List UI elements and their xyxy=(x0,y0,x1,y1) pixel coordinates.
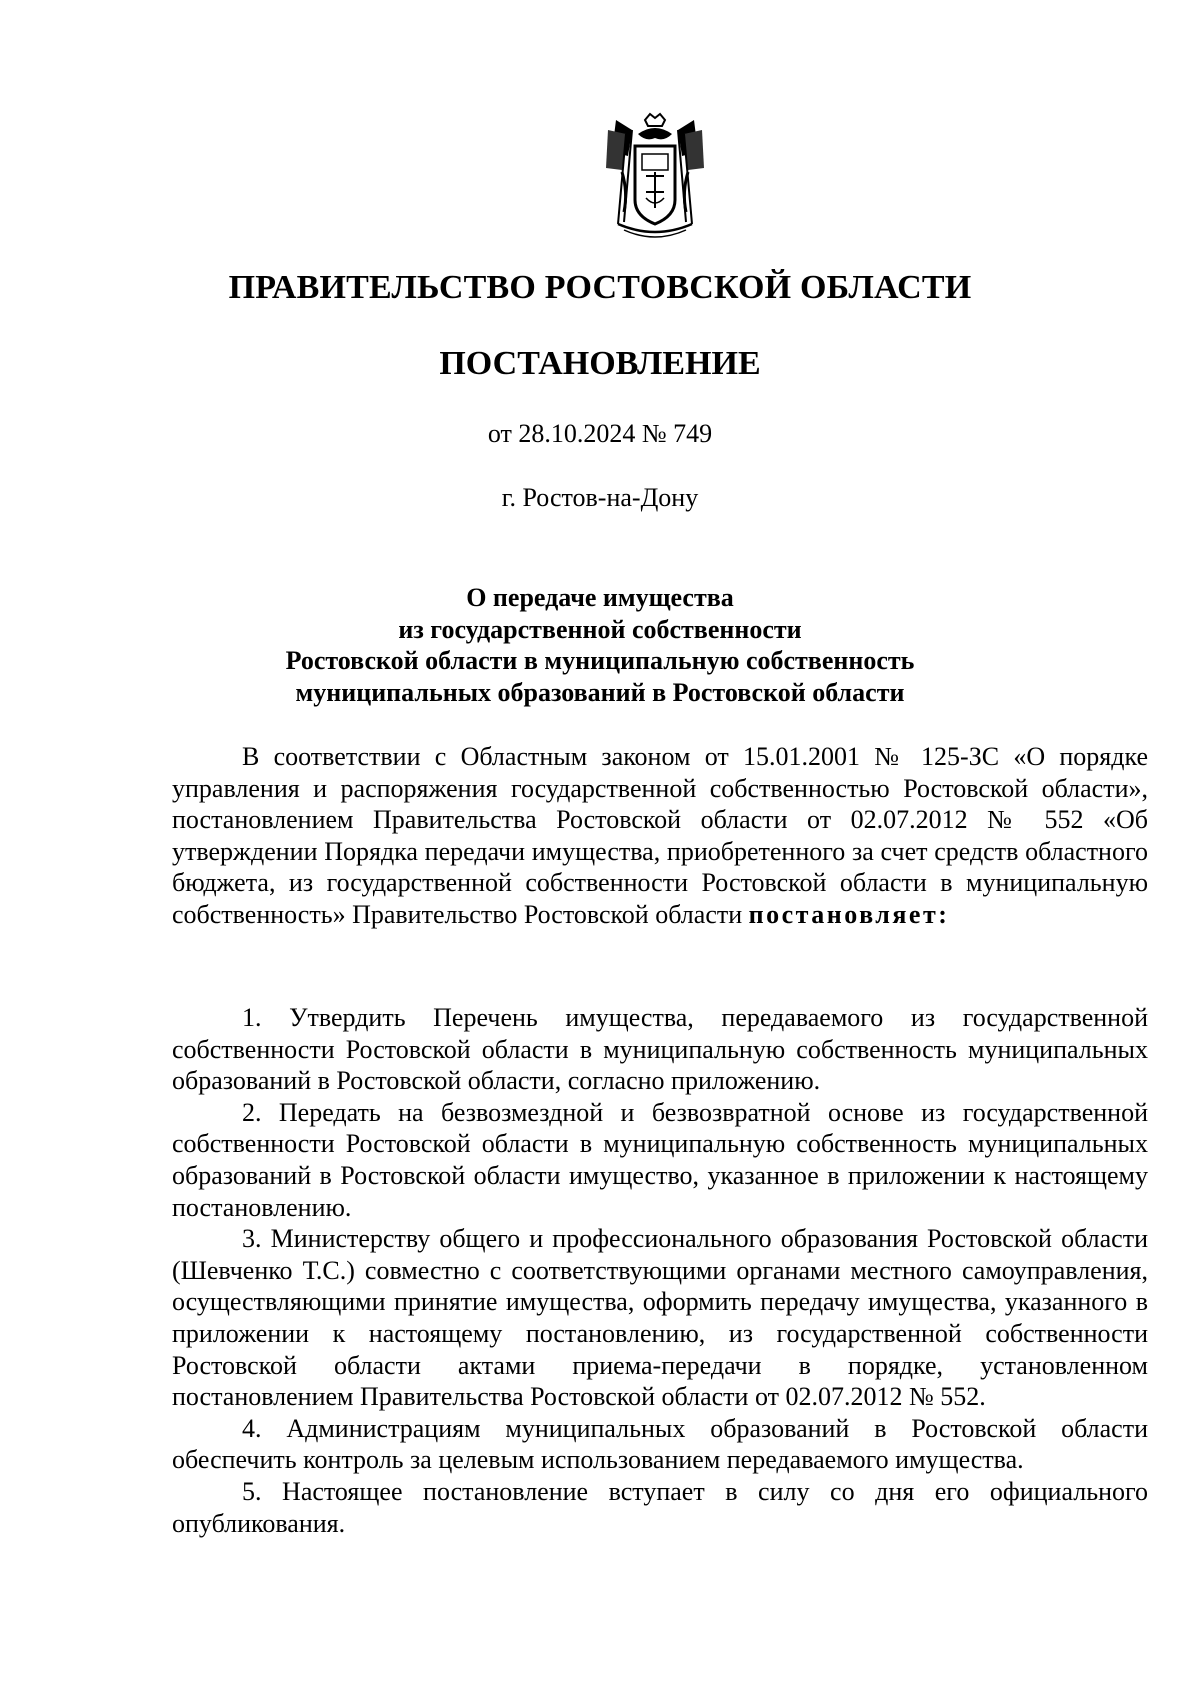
subject-line: из государственной собственности xyxy=(398,614,802,644)
resolution-item: 3. Министерству общего и профессионального образования Ростовской области (Шевченко Т.С.) совместно с соответствующими органами местного самоуправления, осуществляющими принятие имущества, оформить передачу имущества, указанного в приложении к настоящему постановлению, из государственной собственности Ростовской области актами приема-передачи в порядке, установленном постановлением Правительства Ростовской области от 02.07.2012 № 552. xyxy=(172,1224,1148,1412)
organization-title: ПРАВИТЕЛЬСТВО РОСТОВСКОЙ ОБЛАСТИ xyxy=(228,269,972,306)
date-number: от 28.10.2024 № 749 xyxy=(487,419,713,448)
resolution-item: 2. Передать на безвозмездной и безвозвратной основе из государственной собственности Ростовской области в муниципальную собственность муниципальных образований в Ростовской области имущество, указанное в приложении к настоящему постановлению. xyxy=(172,1097,1148,1222)
preamble-text: В соответствии с Областным законом от 15.01.2001 № 125-ЗС «О порядке управления и распоряжения государственной собственностью Ростовской области», постановлением Правительства Ростовской области от 02.07.2012 № 552 «Об утверждении Порядка передачи имущества, приобретенного за счет средств областного бюджета, из государственной собственности Ростовской области в муниципальную собственность» Правительство Ростовской области xyxy=(172,742,1148,929)
city: г. Ростов-на-Дону xyxy=(501,483,699,512)
subject-line: муниципальных образований в Ростовской области xyxy=(295,677,905,707)
subject-line: Ростовской области в муниципальную собственность xyxy=(285,646,915,675)
resolution-item: 5. Настоящее постановление вступает в силу со дня его официального опубликования. xyxy=(172,1476,1148,1538)
subject-line: О передаче имущества xyxy=(466,583,734,612)
coat-of-arms-icon xyxy=(602,112,708,244)
preamble-paragraph xyxy=(172,741,1148,931)
preamble xyxy=(172,741,1148,931)
resolution-item: 4. Администрациям муниципальных образований в Ростовской области обеспечить контроль за целевым использованием передаваемого имущества. xyxy=(172,1413,1148,1475)
resolution-items xyxy=(172,1002,1148,1539)
document-type: ПОСТАНОВЛЕНИЕ xyxy=(439,345,761,382)
resolution-item: 1. Утвердить Перечень имущества, передаваемого из государственной собственности Ростовской области в муниципальную собственность муниципальных образований в Ростовской области, согласно приложению. xyxy=(172,1003,1148,1096)
document-subject xyxy=(0,582,1200,708)
decree-word: постановляет: xyxy=(748,899,950,929)
